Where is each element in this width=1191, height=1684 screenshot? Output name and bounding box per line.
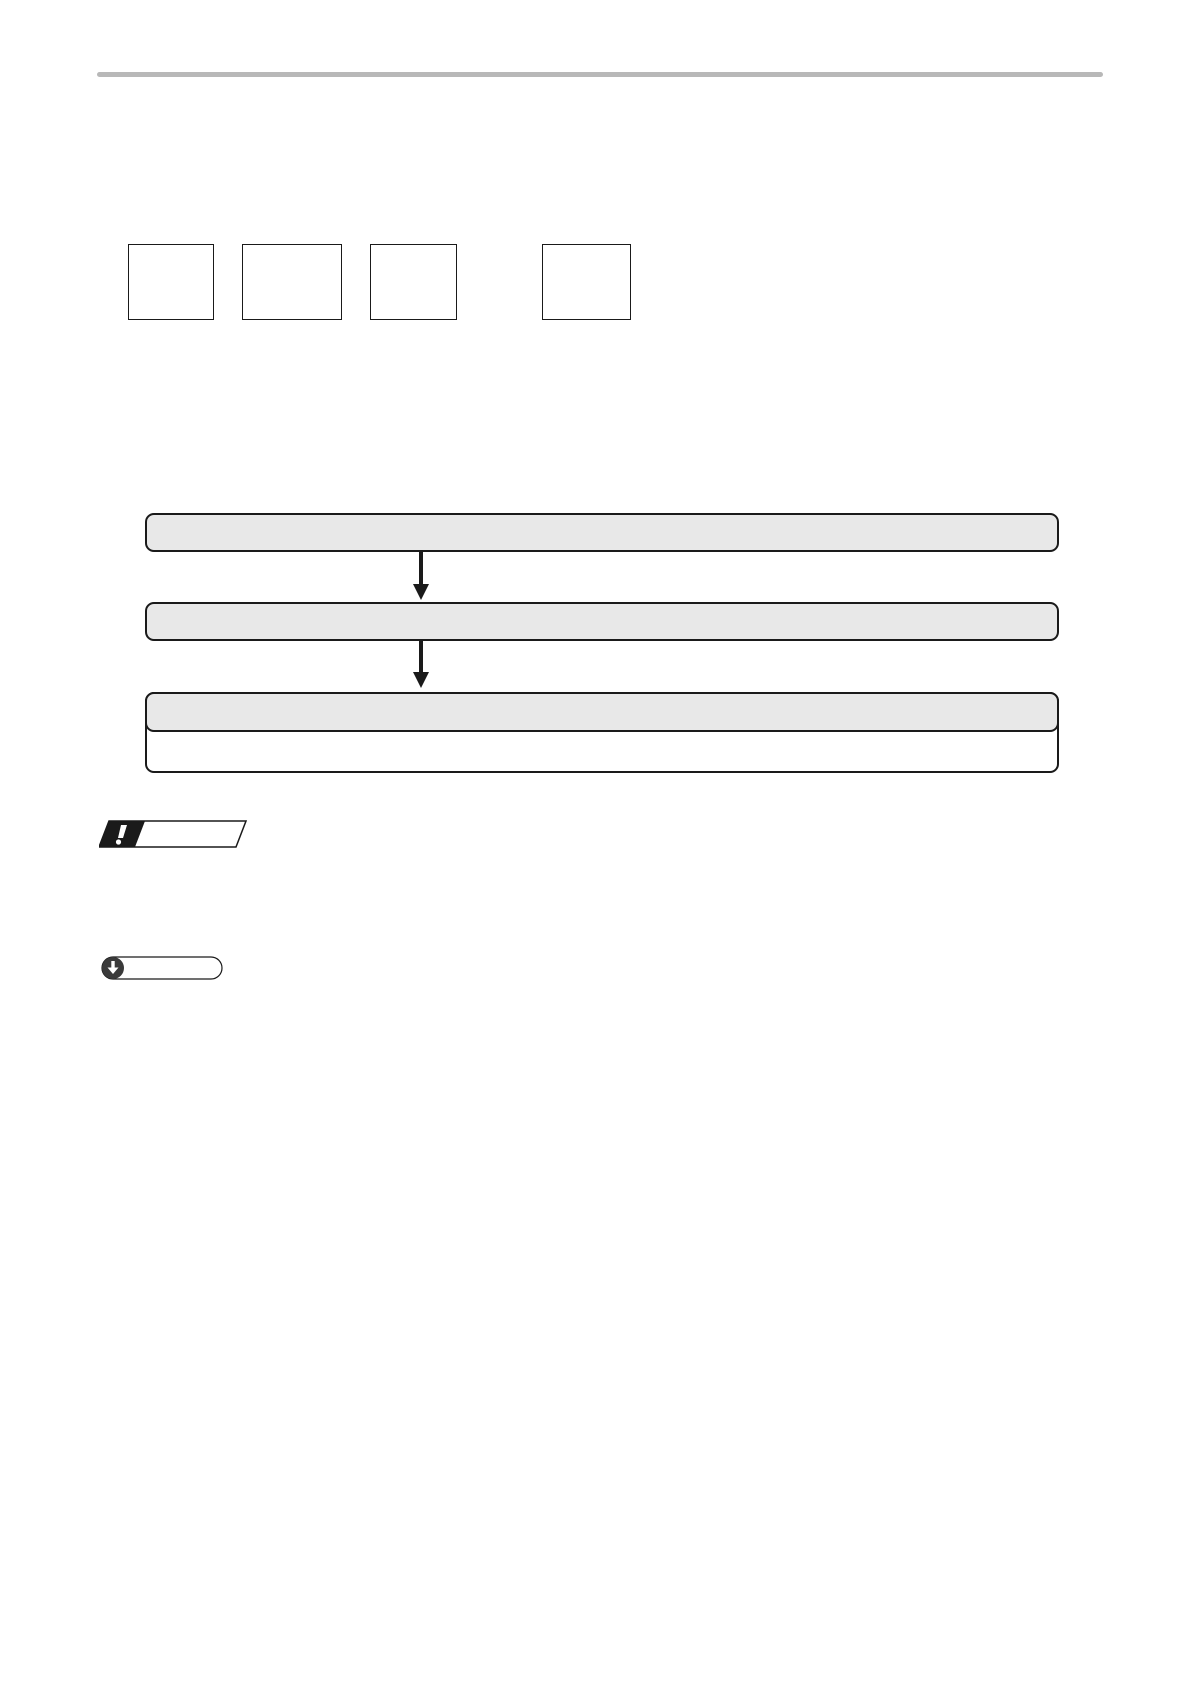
header-rule — [97, 72, 1103, 77]
flow-step-1 — [145, 513, 1059, 552]
code-box-1 — [128, 244, 214, 320]
flow-step-3-header — [145, 692, 1059, 732]
flow-arrow-1 — [413, 552, 429, 600]
arrow-down-circle-icon — [102, 957, 124, 979]
flow-arrow-2 — [413, 641, 429, 689]
flow-step-3 — [145, 692, 1059, 773]
reference-badge[interactable] — [101, 955, 223, 981]
code-box-3 — [370, 244, 457, 320]
flow-step-2 — [145, 602, 1059, 641]
code-box-4 — [542, 244, 631, 320]
caution-badge-shape — [99, 820, 247, 848]
code-box-2 — [242, 244, 342, 320]
reference-badge-shape — [101, 955, 223, 981]
caution-badge — [99, 820, 247, 848]
